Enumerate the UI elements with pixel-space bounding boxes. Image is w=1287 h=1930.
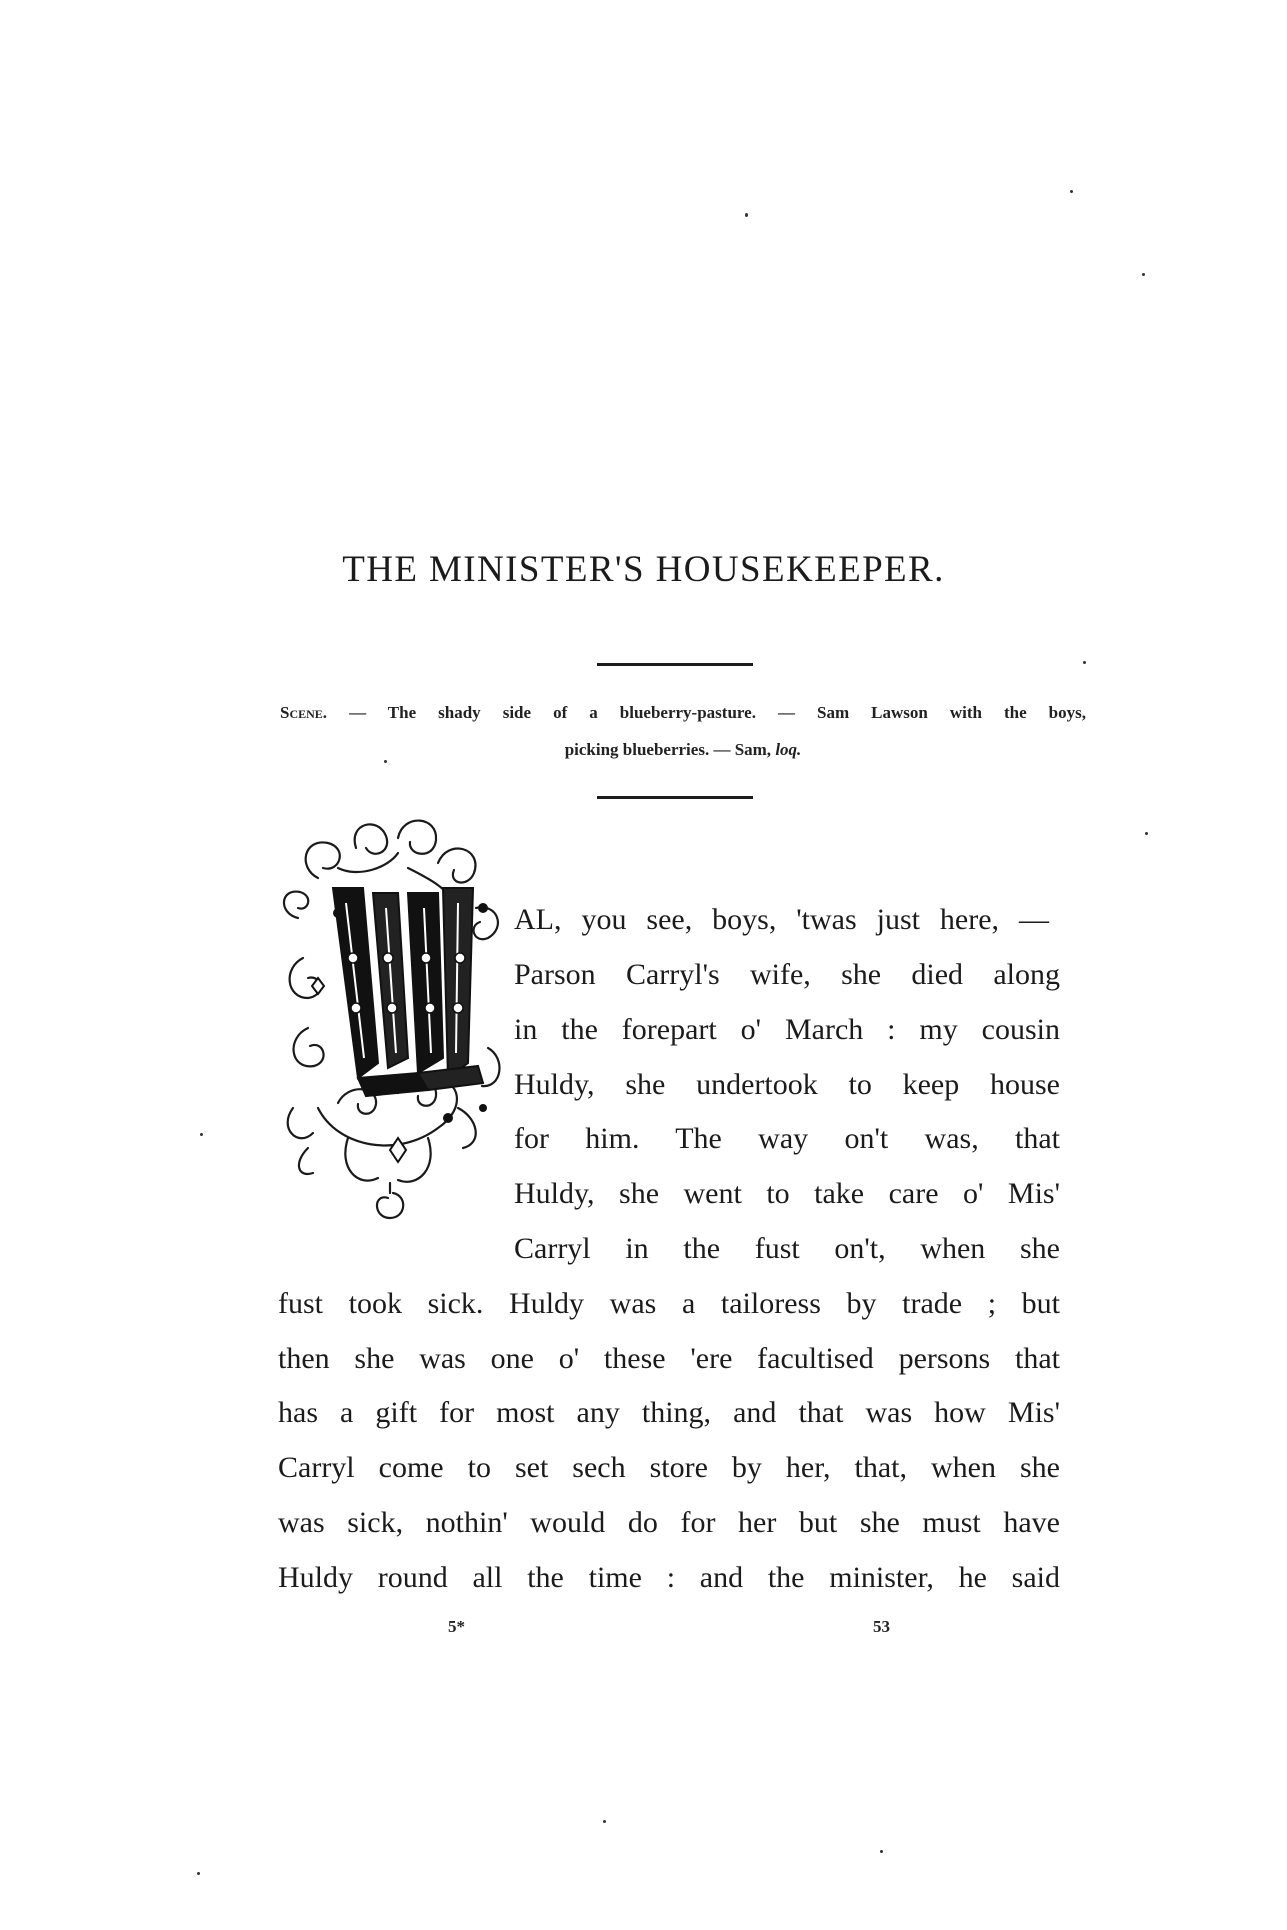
- text-line: for him. The way on't was, that: [514, 1122, 1060, 1155]
- scene-label: Scene.: [280, 703, 328, 722]
- print-speck: [1145, 832, 1148, 835]
- signature-mark: 5*: [448, 1617, 465, 1636]
- print-speck: [880, 1850, 883, 1853]
- print-speck: [1083, 661, 1086, 664]
- scene-text: — The shady side of a blueberry-pasture. — Sam Lawson with the boys,: [327, 703, 1086, 722]
- text-line: fust took sick. Huldy was a tailoress by trade ; but: [278, 1287, 1060, 1320]
- scene-text-2: picking blueberries. — Sam,: [564, 740, 776, 759]
- ornamental-drop-cap-w-icon: [278, 808, 508, 1228]
- print-speck: [197, 1872, 200, 1875]
- title-rule: [597, 663, 753, 666]
- print-speck: [200, 1133, 203, 1136]
- text-line: was sick, nothin' would do for her but she must have: [278, 1506, 1060, 1539]
- scene-line-2: [280, 740, 1086, 760]
- text-line: Carryl come to set sech store by her, that, when she: [278, 1451, 1060, 1484]
- text-line: then she was one o' these 'ere facultised persons that: [278, 1342, 1060, 1375]
- text-line: Huldy, she went to take care o' Mis': [514, 1177, 1060, 1210]
- scene-line-1: [280, 703, 1086, 723]
- text-line: Huldy, she undertook to keep house: [514, 1068, 1060, 1101]
- scene-rule: [597, 796, 753, 799]
- text-line: Huldy round all the time : and the minister, he said: [278, 1561, 1060, 1594]
- print-speck: [603, 1820, 606, 1823]
- text-line: AL, you see, boys, 'twas just here, —: [514, 903, 1049, 936]
- text-line: Parson Carryl's wife, she died along: [514, 958, 1060, 991]
- page-number: 53: [873, 1617, 890, 1636]
- print-speck: [384, 760, 387, 763]
- text-line: has a gift for most any thing, and that was how Mis': [278, 1396, 1060, 1429]
- print-speck: [745, 213, 748, 217]
- text-line: Carryl in the fust on't, when she: [514, 1232, 1060, 1265]
- chapter-title: THE MINISTER'S HOUSEKEEPER.: [342, 549, 945, 590]
- scene-loq: loq.: [775, 740, 802, 759]
- print-speck: [1070, 190, 1073, 193]
- text-line: in the forepart o' March : my cousin: [514, 1013, 1060, 1046]
- print-speck: [1142, 273, 1145, 276]
